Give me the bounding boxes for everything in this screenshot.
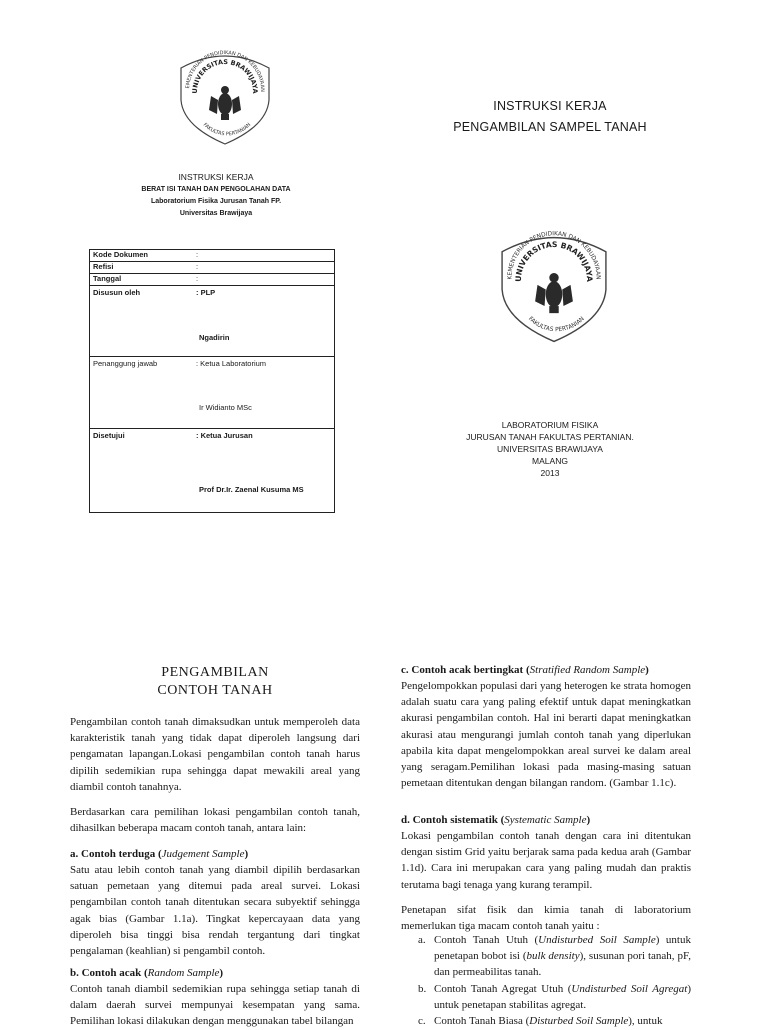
left-cover-line1: INSTRUKSI KERJA [178, 172, 254, 182]
table-signatory: Ngadirin [199, 333, 230, 342]
table-cell [193, 429, 335, 513]
table-key: Refisi [90, 262, 194, 274]
section-d-title: d. Contoh sistematik (Systematic Sample) [401, 814, 591, 826]
table-cell [193, 286, 335, 357]
section-b-text: Contoh tanah diambil sedemikian rupa sehingga setiap tanah di dalam daerah survei mempunyai kesempatan yang sama. Pemilihan lokasi dilakukan dengan menggunakan tabel bilangan [70, 983, 360, 1028]
document-control-table [89, 249, 335, 513]
table-row [90, 357, 335, 429]
list-item: c. Contoh Tanah Biasa (Disturbed Soil Sample), untuk [418, 1015, 663, 1028]
table-cell [193, 357, 335, 429]
table-signatory: Prof Dr.Ir. Zaenal Kusuma MS [199, 485, 304, 494]
left-cover-header [100, 170, 332, 220]
cover-title-line2: PENGAMBILAN SAMPEL TANAH [453, 120, 647, 134]
table-value: : [193, 262, 335, 274]
table-key: Kode Dokumen [90, 250, 194, 262]
seal-university-text: UNIVERSITAS BRAWIJAYA [513, 240, 595, 282]
paragraph-methods: Berdasarkan cara pemilihan lokasi pengambilan contoh tanah, dihasilkan beberapa macam contoh tanah, antara lain: [70, 806, 360, 835]
section-b-title: b. Contoh acak (Random Sample) [70, 967, 224, 979]
seal-faculty-text: FAKULTAS PERTANIAN [201, 121, 253, 138]
article-title [70, 664, 360, 700]
section-c [401, 662, 691, 791]
table-key: Disusun oleh [90, 286, 194, 357]
section-c-text: Pengelompokkan populasi dari yang heterogen ke strata homogen adalah suatu cara yang paling efektif untuk dapat meningkatkan akurasi pengambilan contoh. Hal ini berarti dapat meningkatkan akurasi atau mengurangi jumlah contoh tanah yang diperlukan apabila kita dapat mengelompokkan areal survei ke dalam areal yang seragam.Pemilihan lokasi pada masing-masing satuan pemetaan ditentukan dengan bilangan random. (Gambar 1.1c). [401, 680, 691, 790]
left-cover-line3: Laboratorium Fisika Jurusan Tanah FP. [150, 198, 282, 205]
article-methods-intro [70, 804, 360, 836]
table-row [90, 286, 335, 357]
section-b [70, 965, 360, 1030]
table-row [90, 250, 335, 262]
seal-ministry-text: KEMENTERIAN PENDIDIKAN DAN KEBUDAYAAN [507, 231, 601, 280]
table-value: : Ketua Jurusan [196, 431, 253, 440]
cover-univ: UNIVERSITAS BRAWIJAYA [497, 444, 603, 454]
cover-title [420, 96, 680, 138]
table-value: : Ketua Laboratorium [196, 359, 267, 368]
cover-year: 2013 [540, 468, 560, 478]
table-signatory: Ir Widianto MSc [199, 403, 252, 412]
article-intro [70, 714, 360, 795]
paragraph-sample-types: Penetapan sifat fisik dan kimia tanah di laboratorium memerlukan tiga macam contoh tanah yaitu : [401, 904, 691, 933]
cover-city: MALANG [532, 456, 568, 466]
svg-text:FAKULTAS PERTANIAN [527, 316, 586, 333]
section-d-text: Lokasi pengambilan contoh tanah dengan cara ini ditentukan dengan sistim Grid yaitu berjarak sama pada kedua arah (Gambar 1.1d). Cara ini merupakan cara yang paling mudah dan praktis terutama bagi tenaga yang kurang terampil. [401, 830, 691, 891]
section-a-title: a. Contoh terduga (Judgement Sample) [70, 848, 249, 860]
left-cover-line2: BERAT ISI TANAH DAN PENGOLAHAN DATA [141, 186, 291, 193]
seal-ministry-text: EMENTERIAN PENDIDIKAN DAN KEBUDAYAAN [185, 49, 266, 92]
cover-lab: LABORATORIUM FISIKA [501, 420, 599, 430]
table-value: : [193, 274, 335, 286]
section-d [401, 812, 691, 893]
article-title-line2: CONTOH TANAH [157, 683, 273, 698]
university-seal-logo-right [495, 228, 613, 344]
table-value: : PLP [196, 288, 216, 297]
table-key: Penanggung jawab [90, 357, 194, 429]
table-key: Tanggal [90, 274, 194, 286]
seal-university-text: UNIVERSITAS BRAWIJAYA [190, 57, 260, 94]
cover-institution-block [420, 419, 680, 479]
list-item: b. Contoh Tanah Agregat Utuh (Undisturbed Soil Agregat) untuk penetapan stabilitas agregat. [418, 982, 691, 1011]
sample-types-intro [401, 902, 691, 934]
university-seal-logo-left [175, 48, 275, 146]
table-value: : [193, 250, 335, 262]
svg-text:FAKULTAS PERTANIAN [202, 122, 253, 138]
list-item: a. Contoh Tanah Utuh (Undisturbed Soil Sample) untuk penetapan bobot isi (bulk density), susunan pori tanah, pF, dan permeabilitas tanah. [418, 934, 691, 979]
section-a-text: Satu atau lebih contoh tanah yang diambil dipilih berdasarkan satuan pemetaan yang ditemui pada areal survei. Lokasi pengambilan contoh tanah ditentukan secara subyektif sehingga agak bias (Gambar 1.1a). Tingkat kepercayaan data yang diperoleh bisa tinggi bisa rendah tergantung dari tingkat pengalaman (keahlian) si pengambil contoh. [70, 864, 360, 958]
seal-faculty-text: FAKULTAS PERTANIAN [526, 316, 586, 334]
table-row [90, 274, 335, 286]
cover-title-line1: INSTRUKSI KERJA [493, 99, 607, 113]
sample-types-list [401, 932, 691, 1029]
section-c-title: c. Contoh acak bertingkat (Stratified Random Sample) [401, 664, 649, 676]
table-row [90, 262, 335, 274]
cover-dept: JURUSAN TANAH FAKULTAS PERTANIAN. [466, 432, 634, 442]
section-a [70, 846, 360, 959]
article-title-line1: PENGAMBILAN [161, 665, 269, 680]
table-row [90, 429, 335, 513]
paragraph-intro: Pengambilan contoh tanah dimaksudkan untuk memperoleh data karakteristik tanah yang tidak dapat diperoleh langsung dari pengamatan lapangan.Lokasi pengambilan contoh tanah harus dipilih sedemikian rupa sehingga dapat mewakili areal yang diambil contoh tanahnya. [70, 716, 360, 793]
left-cover-line4: Universitas Brawijaya [179, 210, 253, 217]
table-key: Disetujui [90, 429, 194, 513]
